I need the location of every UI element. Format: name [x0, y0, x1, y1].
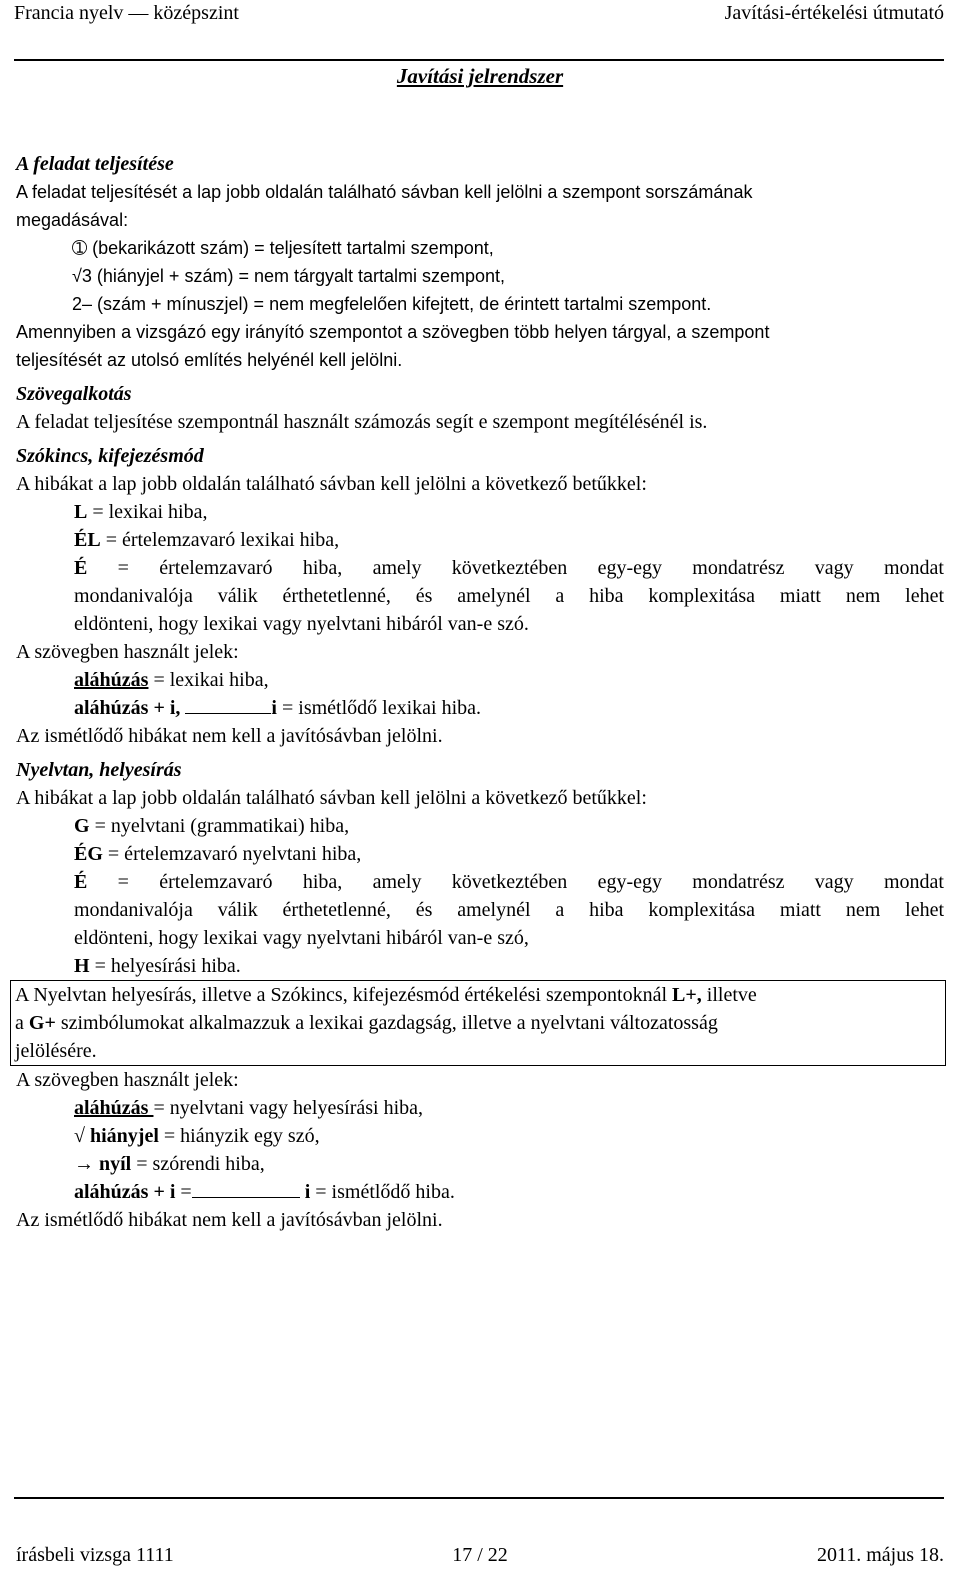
section-heading-text: Szövegalkotás [16, 383, 132, 405]
grammar-code-h: H = helyesírási hiba. [74, 955, 241, 977]
header-subject: Francia nyelv — középszint [14, 2, 239, 24]
vocab-code-e-line2: mondanivalója válik érthetetlenné, és amelynél a hiba komplexitása miatt nem lehet [74, 585, 944, 607]
header-rule [14, 59, 944, 61]
vocab-sign-underline: aláhúzás = lexikai hiba, [74, 669, 269, 691]
section-heading-task: A feladat teljesítése [16, 153, 174, 175]
page-title: Javítási jelrendszer [396, 64, 564, 88]
vocab-sign-repeat: aláhúzás + i, i = ismétlődő lexikai hiba. [74, 697, 482, 719]
grammar-sign-caret: √ hiányjel = hiányzik egy szó, [74, 1125, 320, 1147]
section-heading-vocabulary: Szókincs, kifejezésmód [16, 445, 204, 467]
blank-line [185, 695, 271, 714]
vocab-code-el: ÉL = értelemzavaró lexikai hiba, [74, 529, 340, 551]
grammar-code-eg: ÉG = értelemzavaró nyelvtani hiba, [74, 843, 362, 865]
page-footer [16, 1542, 944, 1568]
task-intro-line2: megadásával: [16, 210, 129, 230]
vocab-code-e-line1: É = értelemzavaró hiba, amely következtében egy-egy mondatrész vagy mondat [74, 557, 944, 579]
grammar-sign-arrow: → nyíl = szórendi hiba, [74, 1153, 265, 1175]
symbols-note-box [10, 980, 946, 1066]
vocab-code-e-line3: eldönteni, hogy lexikai vagy nyelvtani hibáról van-e szó. [74, 613, 529, 635]
grammar-closing: Az ismétlődő hibákat nem kell a javítósávban jelölni. [16, 1209, 443, 1231]
grammar-intro: A hibákat a lap jobb oldalán található sávban kell jelölni a következő betűkkel: [16, 787, 647, 809]
grammar-sign-repeat: aláhúzás + i = i = ismétlődő hiba. [74, 1181, 455, 1203]
footer-rule [14, 1497, 944, 1499]
grammar-code-e-line3: eldönteni, hogy lexikai vagy nyelvtani hibáról van-e szó, [74, 927, 529, 949]
vocab-signs-heading: A szövegben használt jelek: [16, 641, 239, 663]
section-heading-grammar: Nyelvtan, helyesírás [16, 759, 182, 781]
footer-page-number: 17 / 22 [452, 1544, 508, 1566]
task-item-circled: ➀ (bekarikázott szám) = teljesített tartalmi szempont, [72, 238, 494, 258]
main-content [16, 150, 944, 1234]
grammar-code-g: G = nyelvtani (grammatikai) hiba, [74, 815, 350, 837]
check-icon: √ [74, 1125, 90, 1147]
page-header [14, 0, 944, 28]
box-line1: A Nyelvtan helyesírás, illetve a Szókincs, kifejezésmód értékelési szempontoknál L+, illetve [15, 984, 757, 1006]
task-item-minus: 2– (szám + mínuszjel) = nem megfelelően kifejtett, de érintett tartalmi szempont. [72, 294, 712, 314]
task-item-check: √3 (hiányjel + szám) = nem tárgyalt tartalmi szempont, [72, 266, 506, 286]
box-line3: jelölésére. [15, 1040, 97, 1062]
blank-line [192, 1179, 300, 1198]
text-description: A feladat teljesítése szempontnál használt számozás segít e szempont megítélésénél is. [16, 411, 708, 433]
grammar-code-e-line2: mondanivalója válik érthetetlenné, és amelynél a hiba komplexitása miatt nem lehet [74, 899, 944, 921]
footer-exam-code: írásbeli vizsga 1111 [16, 1544, 174, 1566]
arrow-right-icon: → [74, 1153, 99, 1175]
task-intro-line1: A feladat teljesítését a lap jobb oldalán található sávban kell jelölni a szempont sorszámának [16, 182, 753, 202]
vocab-closing: Az ismétlődő hibákat nem kell a javítósávban jelölni. [16, 725, 443, 747]
grammar-code-e-line1: É = értelemzavaró hiba, amely következtében egy-egy mondatrész vagy mondat [74, 871, 944, 893]
vocab-code-l: L = lexikai hiba, [74, 501, 208, 523]
grammar-sign-underline: aláhúzás = nyelvtani vagy helyesírási hiba, [74, 1097, 424, 1119]
task-note-line2: teljesítését az utolsó említés helyénél kell jelölni. [16, 350, 403, 370]
footer-date: 2011. május 18. [816, 1544, 944, 1566]
vocab-intro: A hibákat a lap jobb oldalán található sávban kell jelölni a következő betűkkel: [16, 473, 647, 495]
box-line2: a G+ szimbólumokat alkalmazzuk a lexikai gazdagság, illetve a nyelvtani változatosság [15, 1012, 718, 1034]
grammar-signs-heading: A szövegben használt jelek: [16, 1069, 239, 1091]
header-doc-type: Javítási-értékelési útmutató [724, 2, 944, 24]
task-note-line1: Amennyiben a vizsgázó egy irányító szempontot a szövegben több helyen tárgyal, a szempont [16, 322, 770, 342]
